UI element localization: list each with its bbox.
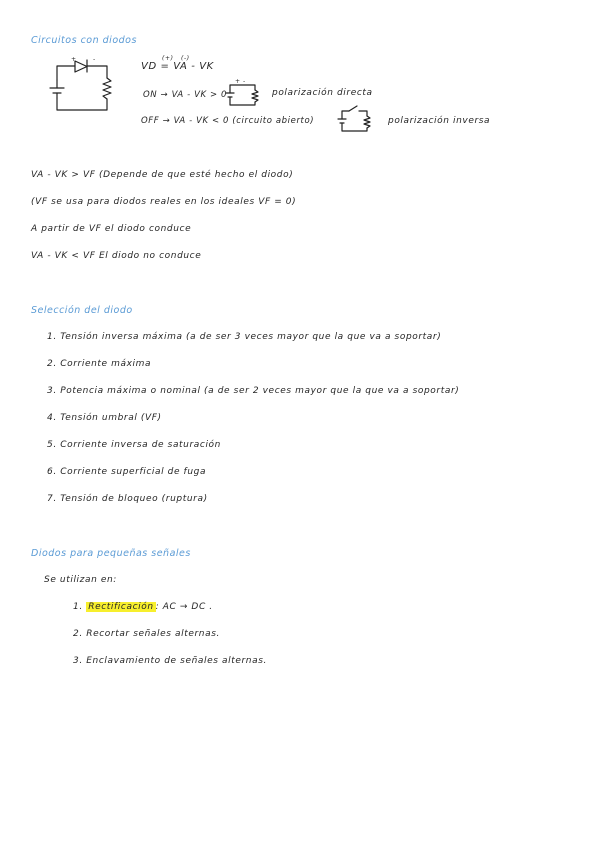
off-caption: polarización inversa [388,116,491,126]
use-item-enclavamiento: 3. Enclavamiento de señales alternas. [73,656,267,666]
list-item: 5. Corriente inversa de saturación [47,440,221,450]
list-item: 2. Corriente máxima [47,359,152,369]
on-condition: ON → VA - VK > 0 [143,90,228,100]
list-item: 4. Tensión umbral (VF) [47,413,162,423]
diode-minus-label: - [93,56,96,63]
list-item: 6. Corriente superficial de fuga [47,467,207,477]
list-item: 3. Potencia máxima o nominal (a de ser 2 veces mayor que la que va a soportar) [47,386,460,396]
list-item: 7. Tensión de bloqueo (ruptura) [47,494,208,504]
note-line-3: A partir de VF el diodo conduce [31,224,192,234]
section-title-pequenas-senales: Diodos para pequeñas señales [31,548,191,559]
note-line-1: VA - VK > VF (Depende de que esté hecho el diodo) [31,170,294,180]
off-condition: OFF → VA - VK < 0 (circuito abierto) [141,116,315,126]
diode-circuit-diagram [45,58,125,118]
use-item-rest: : AC → DC . [155,602,213,612]
vd-formula: VD = VA - VK [141,61,214,72]
vd-sign-plus: (+) [162,55,174,62]
highlighted-term: Rectificación [88,602,154,612]
on-caption: polarización directa [272,88,373,98]
use-item-recortar: 2. Recortar señales alternas. [73,629,220,639]
diode-plus-label: + [71,56,77,63]
battery-minus-label: - [243,78,246,85]
section-title-seleccion: Selección del diodo [31,305,133,316]
vd-sign-minus: (-) [181,55,190,62]
note-line-2: (VF se usa para diodos reales en los ideales VF = 0) [31,197,297,207]
section-title-circuitos: Circuitos con diodos [31,35,137,46]
open-switch-circuit-icon [337,106,377,136]
note-line-4: VA - VK < VF El diodo no conduce [31,251,202,261]
use-item-number: 1. [73,602,83,612]
uses-intro: Se utilizan en: [44,575,117,585]
list-item: 1. Tensión inversa máxima (a de ser 3 veces mayor que la que va a soportar) [47,332,442,342]
battery-plus-label: + [235,78,241,85]
use-item-rectificacion [73,602,213,612]
